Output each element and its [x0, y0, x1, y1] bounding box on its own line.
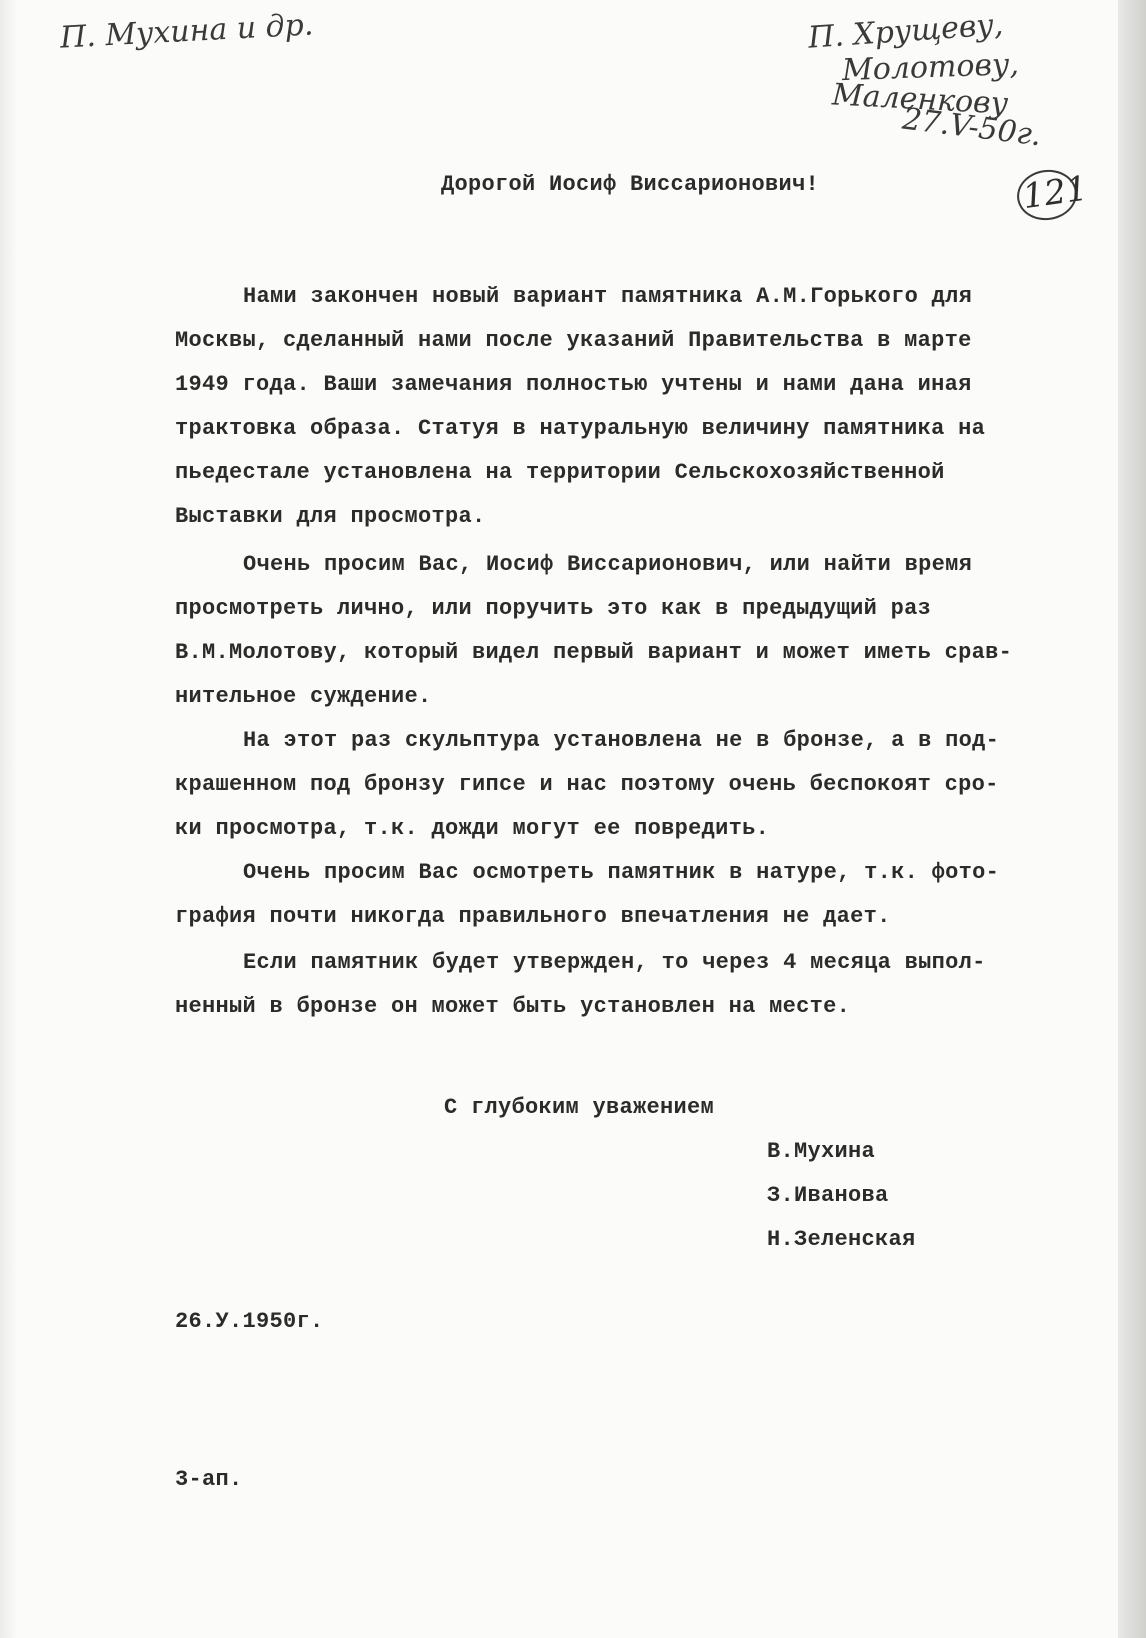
letter-line-9: В.М.Молотову, который видел первый вариант и может иметь срав- — [175, 640, 1013, 665]
letter-line-14: Очень просим Вас осмотреть памятник в натуре, т.к. фото- — [243, 860, 1000, 885]
handwritten-note-date: 27.V-50г. — [900, 101, 1044, 154]
letter-line-16: Если памятник будет утвержден, то через 4 месяца выпол- — [243, 950, 986, 975]
letter-line-13: ки просмотра, т.к. дожди могут ее повредить. — [175, 816, 770, 841]
handwritten-note-right-line3: Маленкову — [831, 77, 1009, 122]
letter-line-8: просмотреть лично, или поручить это как в предыдущий раз — [175, 596, 932, 621]
letter-date: 26.У.1950г. — [175, 1309, 324, 1334]
copies-note: 3-ап. — [175, 1467, 243, 1492]
letter-line-15: графия почти никогда правильного впечатления не дает. — [175, 904, 891, 929]
folio-number: 121 — [1020, 168, 1091, 218]
handwritten-note-right-line2: Молотову, — [841, 46, 1020, 89]
letter-line-17: ненный в бронзе он может быть установлен на месте. — [175, 994, 851, 1019]
letter-line-3: 1949 года. Ваши замечания полностью учтены и нами дана иная — [175, 372, 972, 397]
letter-line-7: Очень просим Вас, Иосиф Виссарионович, или найти время — [243, 552, 973, 577]
letter-line-10: нительное суждение. — [175, 684, 432, 709]
letter-line-12: крашенном под бронзу гипсе и нас поэтому очень беспокоят сро- — [175, 772, 999, 797]
letter-line-6: Выставки для просмотра. — [175, 504, 486, 529]
handwritten-note-top-left: П. Мухина и др. — [59, 7, 315, 56]
page-shadow-right — [1118, 0, 1146, 1638]
signatory-1: В.Мухина — [767, 1139, 876, 1164]
closing: С глубоким уважением — [444, 1095, 715, 1120]
salutation: Дорогой Иосиф Виссарионович! — [441, 172, 820, 197]
letter-line-2: Москвы, сделанный нами после указаний Правительства в марте — [175, 328, 972, 353]
signatory-2: З.Иванова — [767, 1183, 889, 1208]
page-shadow-left — [0, 0, 18, 1638]
letter-line-5: пьедестале установлена на территории Сельскохозяйственной — [175, 460, 945, 485]
letter-line-4: трактовка образа. Статуя в натуральную величину памятника на — [175, 416, 986, 441]
handwritten-note-right-line1: П. Хрущеву, — [807, 7, 1005, 56]
letter-line-11: На этот раз скульптура установлена не в бронзе, а в под- — [243, 728, 1000, 753]
signatory-3: Н.Зеленская — [767, 1227, 916, 1252]
letter-line-1: Нами закончен новый вариант памятника А.М.Горького для — [243, 284, 973, 309]
folio-number-stamp — [1014, 166, 1091, 224]
